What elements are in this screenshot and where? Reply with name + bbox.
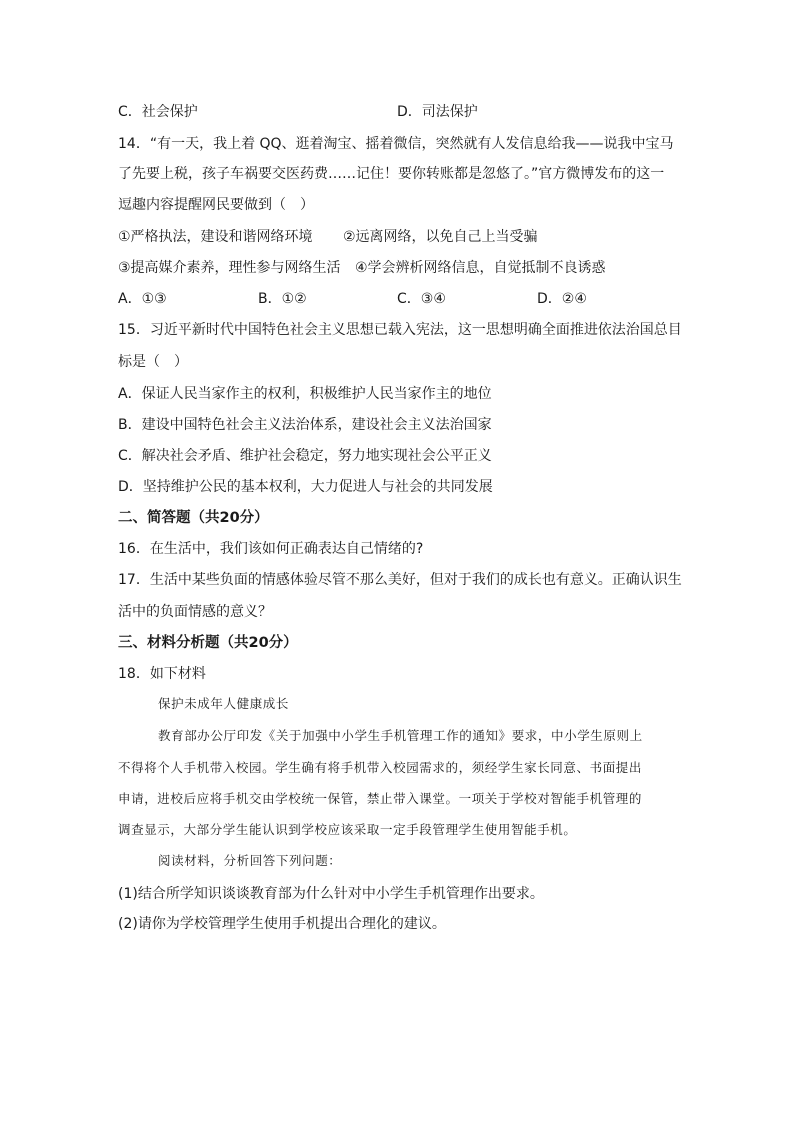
q14-option-c: C．③④	[397, 291, 446, 307]
section-2-title: 二、简答题（共20分）	[118, 510, 269, 526]
q15-stem-line-1: 15．习近平新时代中国特色社会主义思想已载入宪法，这一思想明确全面推进依法治国总目	[118, 322, 682, 338]
material-instruction: 阅读材料，分析回答下列问题：	[158, 853, 342, 868]
q15-option-d: D．坚持维护公民的基本权利，大力促进人与社会的共同发展	[118, 479, 493, 495]
material-line-1: 教育部办公厅印发《关于加强中小学生手机管理工作的通知》要求，中小学生原则上	[158, 728, 643, 743]
section-3-title: 三、材料分析题（共20分）	[118, 635, 298, 651]
q16: 16．在生活中，我们该如何正确表达自己情绪的?	[118, 541, 424, 557]
q14-item-1: ①严格执法，建设和谐网络环境	[118, 229, 313, 245]
q15-option-c: C．解决社会矛盾、维护社会稳定，努力地实现社会公平正义	[118, 448, 492, 464]
q14-option-b: B．①②	[258, 291, 307, 307]
q18: 18．如下材料	[118, 666, 206, 682]
q14-stem-line-1: 14．“有一天，我上着 QQ、逛着淘宝、摇着微信，突然就有人发信息给我——说我中宝马	[118, 136, 674, 152]
q14-item-3: ③提高媒介素养，理性参与网络生活	[118, 260, 341, 276]
q17-line-1: 17．生活中某些负面的情感体验尽管不那么美好，但对于我们的成长也有意义。正确认识生	[118, 572, 682, 588]
q14-item-4: ④学会辨析网络信息，自觉抵制不良诱惑	[355, 260, 606, 276]
q14-option-d: D．②④	[537, 291, 587, 307]
material-line-2: 不得将个人手机带入校园。学生确有将手机带入校园需求的，须经学生家长同意、书面提出	[118, 760, 643, 775]
material-line-3: 申请，进校后应将手机交由学校统一保管，禁止带入课堂。一项关于学校对智能手机管理的	[118, 791, 643, 806]
q18-sub-question-2: (2)请你为学校管理学生使用手机提出合理化的建议。	[118, 916, 446, 932]
q17-line-2: 活中的负面情感的意义？	[118, 604, 272, 620]
material-line-4: 调查显示，大部分学生能认识到学校应该采取一定手段管理学生使用智能手机。	[118, 822, 577, 837]
q14-item-2: ②远离网络，以免自己上当受骗	[343, 229, 538, 245]
q15-option-b: B．建设中国特色社会主义法治体系，建设社会主义法治国家	[118, 417, 492, 433]
q14-option-a: A．①③	[118, 291, 167, 307]
q18-sub-question-1: (1)结合所学知识谈谈教育部为什么针对中小学生手机管理作出要求。	[118, 886, 544, 902]
q13-option-c: C．社会保护	[118, 104, 198, 120]
q14-stem-line-3: 逗趣内容提醒网民要做到（ ）	[118, 197, 314, 213]
material-title: 保护未成年人健康成长	[158, 696, 290, 711]
q15-option-a: A．保证人民当家作主的权利，积极维护人民当家作主的地位	[118, 386, 492, 402]
q15-stem-line-2: 标是（ ）	[118, 354, 188, 370]
q14-stem-line-2: 了先要上税，孩子车祸要交医药费……记住！要你转账都是忽悠了。”官方微博发布的这一	[118, 166, 665, 182]
q13-option-d: D．司法保护	[397, 104, 478, 120]
